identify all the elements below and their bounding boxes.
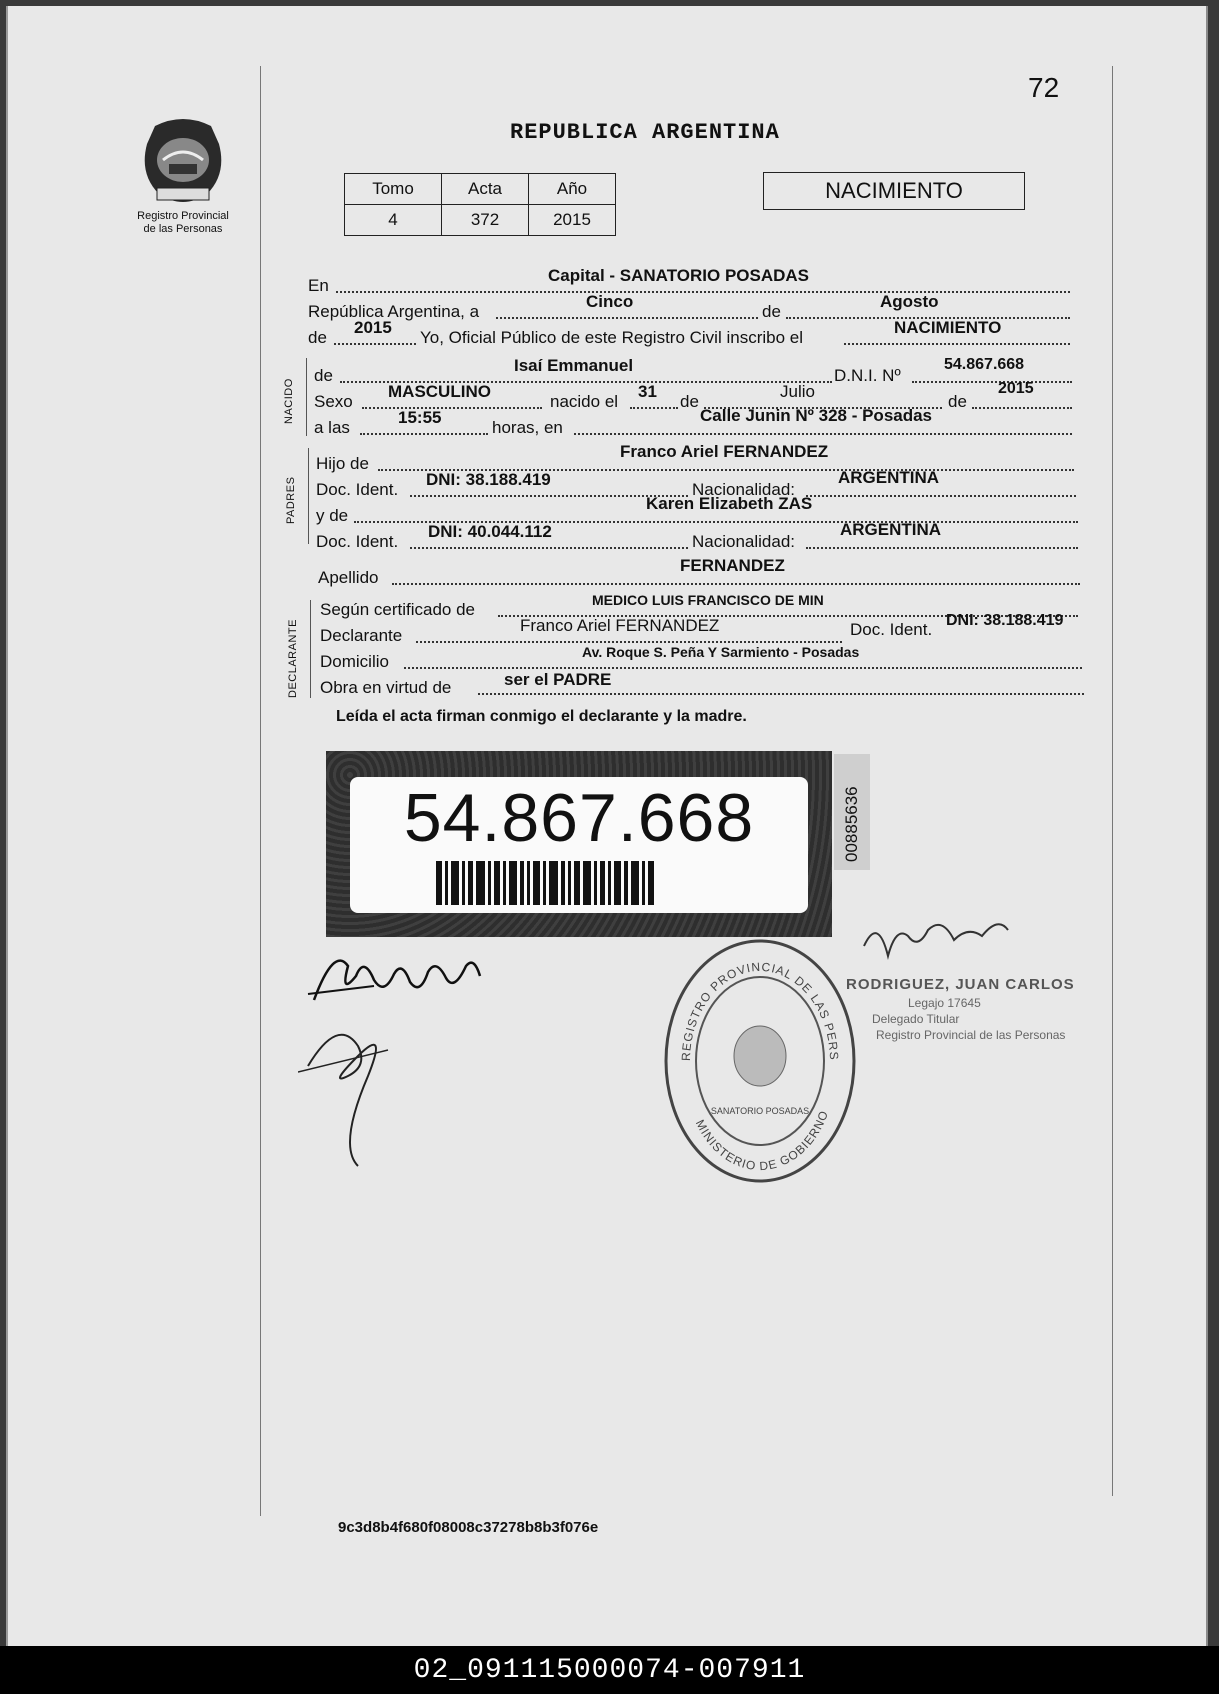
reference-table [344, 173, 616, 236]
de-label: de [314, 366, 333, 385]
side-code-text: 00885636 [842, 786, 861, 862]
padres-bar [308, 448, 309, 544]
dotted-line [574, 433, 1072, 435]
dotted-line [972, 407, 1072, 409]
document-hash: 9c3d8b4f680f08008c37278b8b3f076e [338, 1519, 599, 1536]
month-text-value: Agosto [880, 292, 939, 311]
province-seal-icon [135, 114, 231, 210]
birth-place-value: Calle Junin Nº 328 - Posadas [700, 406, 933, 425]
logo-caption-line2: de las Personas [143, 223, 223, 235]
ref-header-acta: Acta [442, 174, 529, 205]
nacido-side-label: NACIDO [283, 378, 295, 424]
inscribe-value: NACIMIENTO [894, 318, 1002, 337]
father-doc-value: DNI: 38.188.419 [426, 470, 551, 489]
footer-code-band [0, 1646, 1219, 1694]
sexo-value: MASCULINO [388, 382, 491, 401]
ref-header-tomo: Tomo [345, 174, 442, 205]
birth-month-value: Julio [780, 382, 815, 401]
footer-code: 02_091115000074-007911 [413, 1654, 806, 1686]
certificado-value: MEDICO LUIS FRANCISCO DE MIN [592, 592, 824, 608]
record-type-box: NACIMIENTO [763, 172, 1025, 210]
doc-label: Doc. Ident. [316, 480, 399, 499]
republica-label: República Argentina, a [308, 302, 480, 321]
father-value: Franco Ariel FERNANDEZ [620, 442, 829, 461]
dotted-line [404, 667, 1082, 669]
father-nationality-value: ARGENTINA [838, 468, 940, 487]
dni-label: D.N.I. Nº [834, 366, 901, 385]
domicilio-label: Domicilio [320, 652, 389, 671]
dotted-line [630, 407, 678, 409]
ref-header-ano: Año [529, 174, 616, 205]
dni-value: 54.867.668 [944, 356, 1025, 373]
sexo-label: Sexo [314, 392, 353, 411]
declarante-bar [310, 600, 311, 698]
birth-year-value: 2015 [998, 380, 1034, 397]
ref-value-acta: 372 [442, 205, 529, 236]
place-value: Capital - SANATORIO POSADAS [548, 266, 810, 285]
horas-label: horas, en [492, 418, 563, 437]
stamp-seal-icon [660, 936, 860, 1186]
en-label: En [308, 276, 329, 295]
document-title: REPUBLICA ARGENTINA [510, 120, 780, 145]
doc-label: Doc. Ident. [316, 532, 399, 551]
de-label: de [308, 328, 327, 347]
nacionalidad-label: Nacionalidad: [692, 532, 796, 551]
declarante-doc-value: DNI: 38.188.419 [946, 612, 1064, 629]
dotted-line [806, 547, 1078, 549]
y-de-label: y de [316, 506, 349, 525]
mother-nationality-value: ARGENTINA [840, 520, 942, 539]
dotted-line [496, 317, 758, 319]
seal-outer-text: REGISTRO PROVINCIAL DE LAS PERS [678, 959, 842, 1062]
dotted-line [334, 343, 416, 345]
mother-signature [298, 1006, 408, 1176]
nacido-label: nacido el [550, 392, 619, 411]
domicilio-value: Av. Roque S. Peña Y Sarmiento - Posadas [582, 644, 860, 660]
dotted-line [912, 381, 1072, 383]
day-text-value: Cinco [586, 292, 634, 311]
registry-stamp [660, 936, 860, 1191]
dotted-line [392, 583, 1080, 585]
dotted-line [416, 641, 842, 643]
ref-value-ano: 2015 [529, 205, 616, 236]
official-signature [858, 906, 1018, 976]
dotted-line [806, 495, 1076, 497]
a-las-label: a las [314, 418, 350, 437]
surname-value: FERNANDEZ [680, 556, 785, 575]
hour-value: 15:55 [398, 408, 442, 427]
official-legajo: Legajo 17645 [908, 996, 981, 1010]
right-margin-line [1112, 66, 1113, 1496]
mother-value: Karen Elizabeth ZAS [646, 494, 813, 513]
page-number: 72 [1028, 72, 1060, 103]
closing-note: Leída el acta firman conmigo el declarante y la madre. [336, 708, 747, 725]
sticker-label [350, 777, 808, 913]
dotted-line [844, 343, 1070, 345]
certificado-label: Según certificado de [320, 600, 475, 619]
logo-caption-line1: Registro Provincial [137, 210, 229, 222]
dotted-line [362, 407, 542, 409]
year-value: 2015 [354, 318, 392, 337]
de-label: de [762, 302, 781, 321]
registry-logo [128, 114, 238, 236]
dotted-line [360, 433, 488, 435]
official-role: Delegado Titular [872, 1012, 960, 1026]
dni-sticker [326, 751, 832, 937]
seal-inner-text: SANATORIO POSADAS [710, 1106, 810, 1116]
declarante-value: Franco Ariel FERNANDEZ [520, 616, 720, 635]
declarante-side-label: DECLARANTE [287, 619, 299, 698]
dotted-line [336, 291, 1070, 293]
official-office: Registro Provincial de las Personas [876, 1028, 1066, 1042]
dotted-line [478, 693, 1084, 695]
dotted-line [410, 547, 688, 549]
document-page [6, 6, 1208, 1646]
official-name: RODRIGUEZ, JUAN CARLOS [846, 976, 1075, 993]
registro-text: Yo, Oficial Público de este Registro Civil inscribo el [420, 328, 803, 347]
seal-bottom-text: MINISTERIO DE GOBIERNO [692, 1108, 832, 1174]
declarante-label: Declarante [320, 626, 403, 645]
name-value: Isaí Emmanuel [514, 356, 634, 375]
sticker-side-code [834, 754, 870, 870]
declarant-signature [304, 936, 504, 1016]
padres-side-label: PADRES [285, 476, 297, 524]
left-margin-line [260, 66, 261, 1516]
declarante-doc-label: Doc. Ident. [850, 620, 933, 639]
nacido-bar [306, 358, 307, 436]
ref-value-tomo: 4 [345, 205, 442, 236]
obra-label: Obra en virtud de [320, 678, 452, 697]
hijo-label: Hijo de [316, 454, 369, 473]
obra-value: ser el PADRE [504, 670, 612, 689]
apellido-label: Apellido [318, 568, 379, 587]
de-label: de [948, 392, 967, 411]
barcode-icon [436, 861, 736, 905]
sticker-number: 54.867.668 [403, 780, 755, 856]
de-label: de [680, 392, 699, 411]
nacionalidad-label: Nacionalidad: [692, 480, 796, 499]
birth-day-value: 31 [638, 382, 657, 401]
mother-doc-value: DNI: 40.044.112 [428, 522, 552, 541]
